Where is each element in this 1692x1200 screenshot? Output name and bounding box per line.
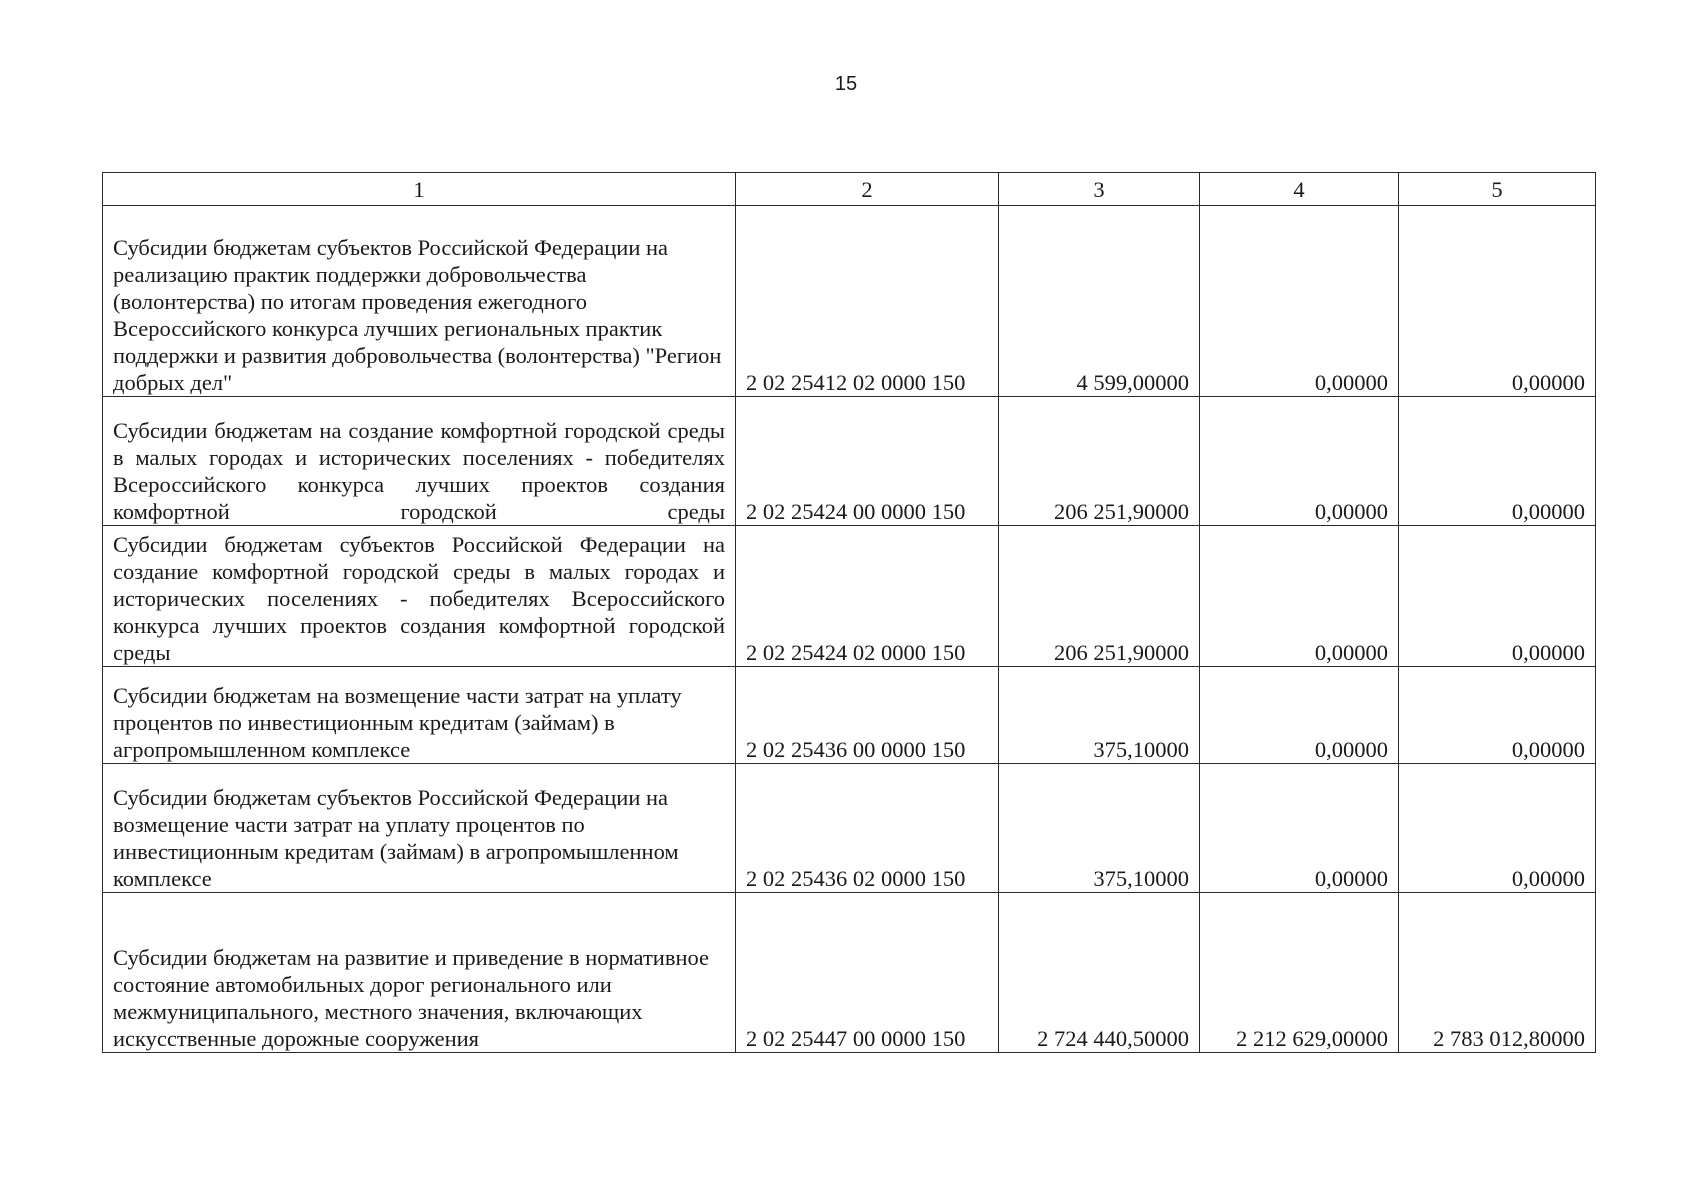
table-row: [103, 397, 1596, 526]
row-value-col3: 2 724 440,50000: [999, 893, 1200, 1053]
row-code: 2 02 25424 00 0000 150: [736, 397, 999, 526]
table-row: [103, 526, 1596, 667]
budget-table: [102, 172, 1596, 1053]
table-header-row: [103, 173, 1596, 206]
row-value-col5: 2 783 012,80000: [1399, 893, 1596, 1053]
row-value-col3: 375,10000: [999, 764, 1200, 893]
row-code: 2 02 25436 02 0000 150: [736, 764, 999, 893]
row-value-col3: 4 599,00000: [999, 206, 1200, 397]
column-header-2: 2: [736, 173, 999, 206]
page-number: 15: [834, 73, 858, 95]
row-code: 2 02 25447 00 0000 150: [736, 893, 999, 1053]
row-value-col4: 0,00000: [1200, 206, 1399, 397]
row-value-col5: 0,00000: [1399, 397, 1596, 526]
row-description: Субсидии бюджетам на возмещение части затрат на уплату процентов по инвестиционным кредитам (займам) в агропромышленном комплексе: [103, 667, 736, 764]
row-value-col5: 0,00000: [1399, 667, 1596, 764]
row-value-col5: 0,00000: [1399, 206, 1596, 397]
row-value-col4: 0,00000: [1200, 667, 1399, 764]
table-row: [103, 893, 1596, 1053]
row-value-col4: 0,00000: [1200, 397, 1399, 526]
row-value-col4: 0,00000: [1200, 526, 1399, 667]
column-header-3: 3: [999, 173, 1200, 206]
row-value-col4: 2 212 629,00000: [1200, 893, 1399, 1053]
row-value-col5: 0,00000: [1399, 764, 1596, 893]
table-row: [103, 206, 1596, 397]
row-code: 2 02 25436 00 0000 150: [736, 667, 999, 764]
row-value-col3: 206 251,90000: [999, 526, 1200, 667]
row-description: Субсидии бюджетам субъектов Российской Федерации на возмещение части затрат на уплату процентов по инвестиционным кредитам (займам) в агропромышленном комплексе: [103, 764, 736, 893]
row-value-col3: 206 251,90000: [999, 397, 1200, 526]
row-value-col4: 0,00000: [1200, 764, 1399, 893]
column-header-5: 5: [1399, 173, 1596, 206]
row-value-col3: 375,10000: [999, 667, 1200, 764]
row-code: 2 02 25412 02 0000 150: [736, 206, 999, 397]
row-description: Субсидии бюджетам субъектов Российской Федерации на создание комфортной городской среды в малых городах и исторических поселениях - победителях Всероссийского конкурса лучших проектов создания комфортной городской среды: [103, 526, 736, 667]
row-description: Субсидии бюджетам субъектов Российской Федерации на реализацию практик поддержки добровольчества (волонтерства) по итогам проведения ежегодного Всероссийского конкурса лучших региональных практик поддержки и развития добровольчества (волонтерства) "Регион добрых дел": [103, 206, 736, 397]
table-row: [103, 764, 1596, 893]
row-code: 2 02 25424 02 0000 150: [736, 526, 999, 667]
column-header-1: 1: [103, 173, 736, 206]
table-row: [103, 667, 1596, 764]
row-description: Субсидии бюджетам на развитие и приведение в нормативное состояние автомобильных дорог регионального или межмуниципального, местного значения, включающих искусственные дорожные сооружения: [103, 893, 736, 1053]
row-description: Субсидии бюджетам на создание комфортной городской среды в малых городах и исторических поселениях - победителях Всероссийского конкурса лучших проектов создания комфортной городской среды: [103, 397, 736, 526]
column-header-4: 4: [1200, 173, 1399, 206]
row-value-col5: 0,00000: [1399, 526, 1596, 667]
